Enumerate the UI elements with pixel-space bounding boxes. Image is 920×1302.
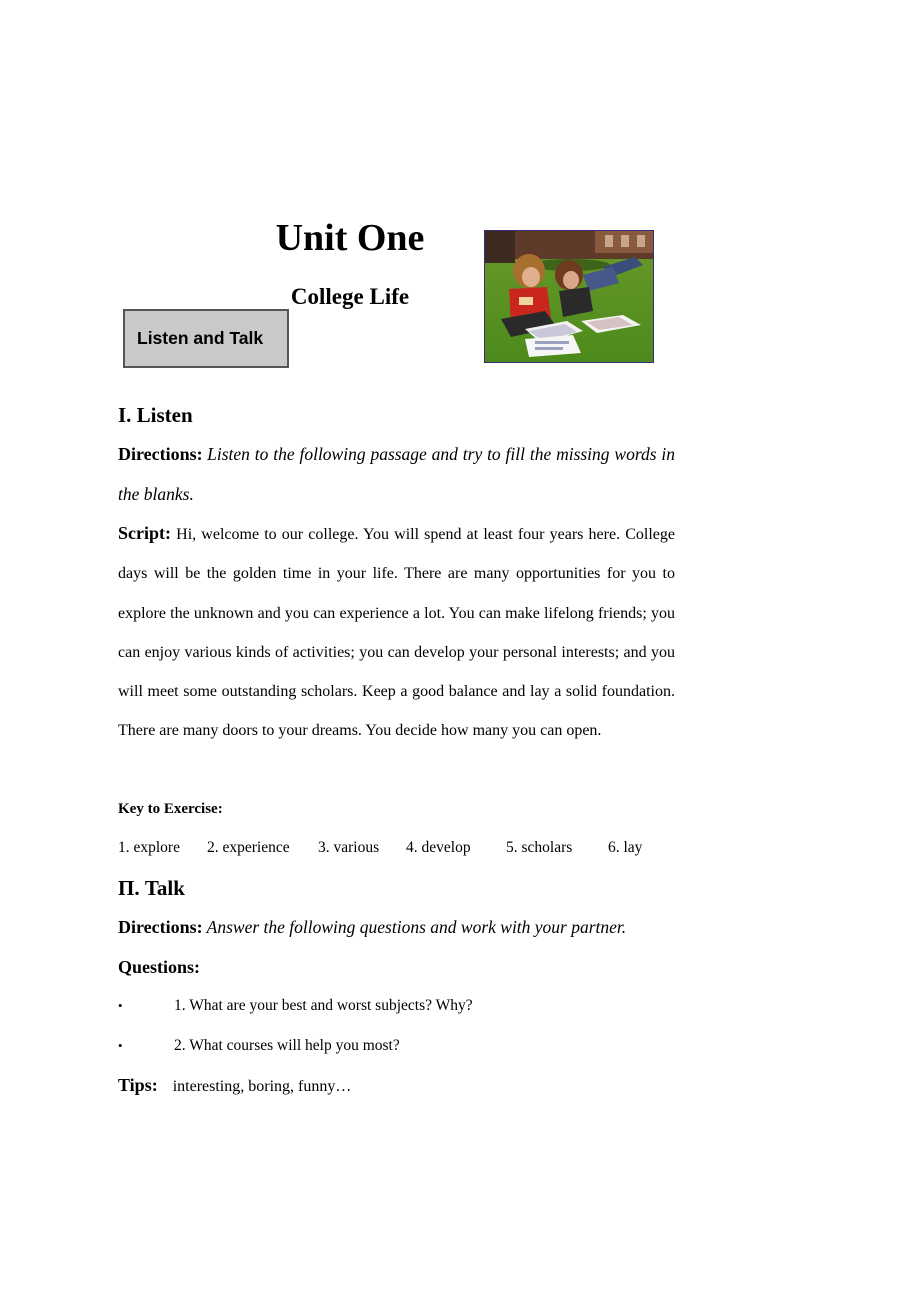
listen-directions: [118, 435, 675, 516]
listen-script: [118, 514, 675, 751]
list-item: [118, 1034, 618, 1058]
bullet-icon: •: [118, 1038, 123, 1053]
key-item: 6. lay: [608, 839, 643, 856]
script-text: Hi, welcome to our college. You will spend at least four years here. College days will be the golden time in your life. There are many opportunities for you to explore the unknown and you can experience a lot. You can make lifelong friends; you can enjoy various kinds of activities; you can develop your personal interests; and you will meet some outstanding scholars. Keep a good balance and lay a solid foundation. There are many doors to your dreams. You decide how many you can open.: [118, 526, 676, 740]
question-text: 1. What are your best and worst subjects? Why?: [174, 997, 473, 1014]
unit-title: Unit One: [275, 217, 425, 259]
tips-text: interesting, boring, funny…: [172, 1078, 352, 1095]
directions-label: Directions:: [118, 444, 203, 464]
bullet-icon: •: [118, 998, 123, 1013]
tips-label: Tips:: [118, 1075, 158, 1095]
key-item: 3. various: [318, 839, 380, 856]
question-text: 2. What courses will help you most?: [174, 1037, 400, 1054]
directions-text: Listen to the following passage and try to fill the missing words in the blanks.: [118, 444, 676, 505]
key-item: 4. develop: [406, 839, 471, 856]
talk-heading: П. Talk: [118, 876, 185, 900]
listen-heading: I. Listen: [118, 403, 193, 427]
key-label: Key to Exercise:: [118, 801, 223, 817]
key-item: 5. scholars: [506, 839, 573, 856]
section-tag-box: Listen and Talk: [123, 309, 289, 368]
directions-label: Directions:: [118, 917, 203, 937]
unit-subtitle: College Life: [290, 284, 410, 309]
students-photo: [484, 230, 654, 363]
script-label: Script:: [118, 523, 171, 543]
list-item: [118, 994, 618, 1018]
key-item: 2. experience: [207, 839, 290, 856]
directions-text: Answer the following questions and work with your partner.: [206, 917, 627, 937]
talk-directions: [118, 913, 626, 943]
questions-label: Questions:: [118, 957, 201, 977]
tips-row: [118, 1072, 351, 1100]
key-item: 1. explore: [118, 839, 180, 856]
